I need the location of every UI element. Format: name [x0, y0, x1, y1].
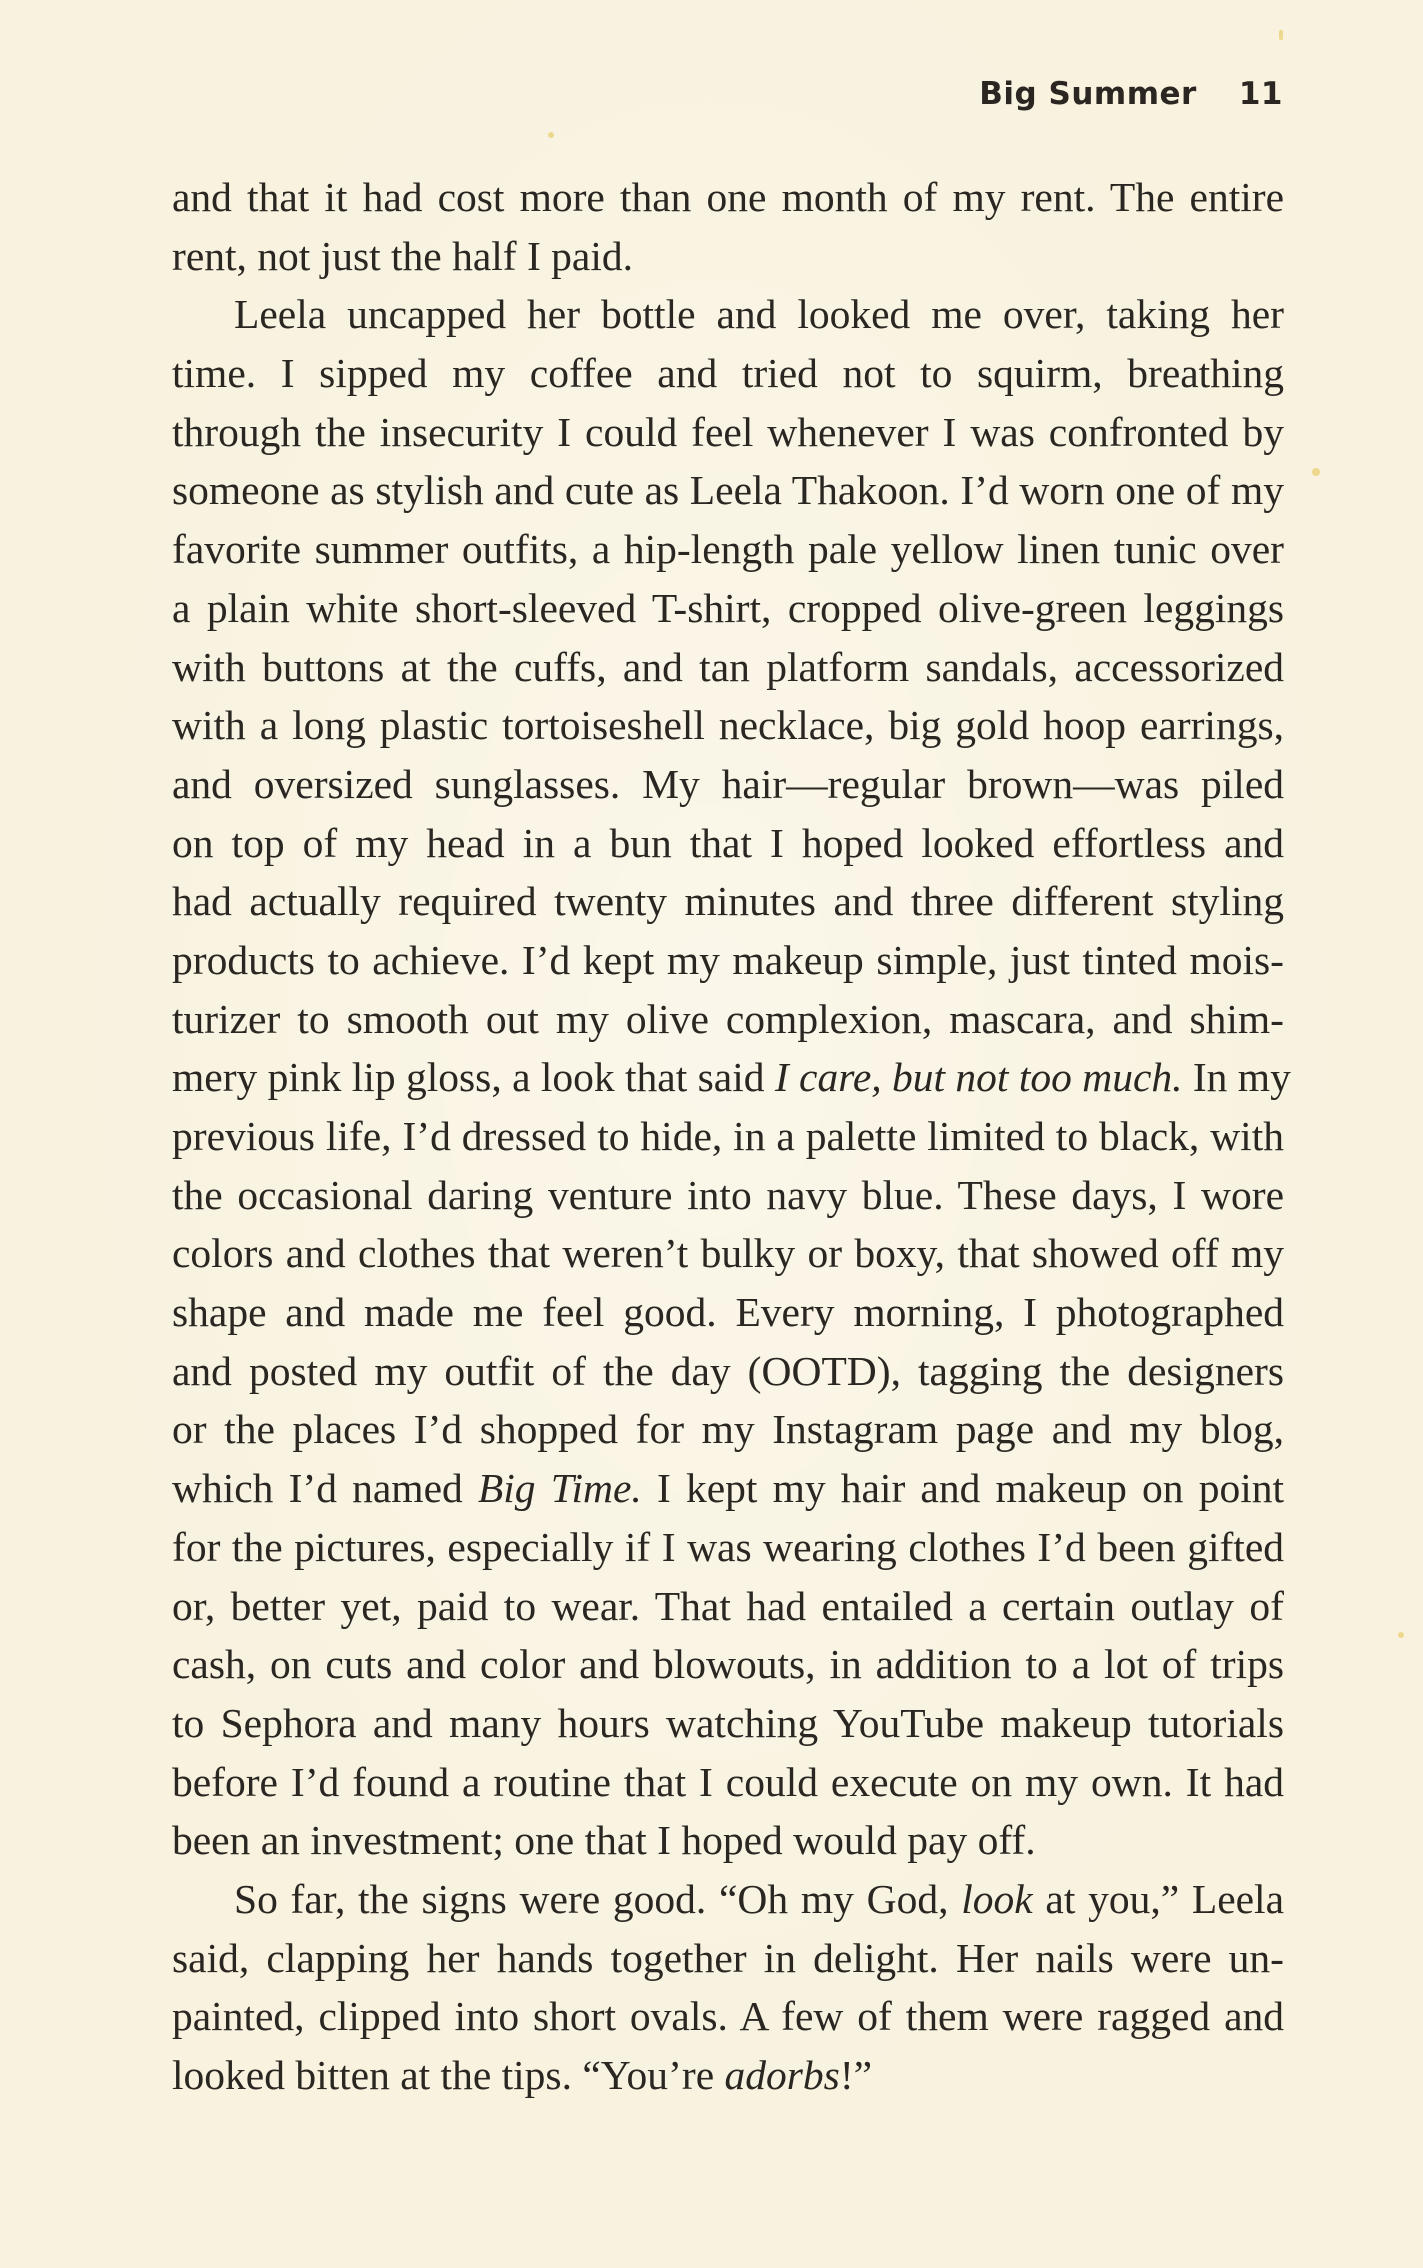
- text-segment: with buttons at the cuffs, and tan platform sandals, accessorized: [172, 643, 1284, 690]
- text-segment: favorite summer outfits, a hip-length pale yellow linen tunic over: [172, 526, 1284, 573]
- text-line: [172, 1400, 1284, 1459]
- text-segment: I kept my hair and makeup on point: [641, 1465, 1285, 1512]
- text-line: [172, 1283, 1284, 1342]
- text-segment: been an investment; one that I hoped would pay off.: [172, 1817, 1036, 1864]
- paper-fleck: [1398, 1632, 1404, 1638]
- text-line: [172, 1811, 1284, 1870]
- italic-segment: adorbs: [724, 2052, 840, 2098]
- text-line: [172, 1518, 1284, 1577]
- text-line: [172, 1166, 1284, 1225]
- text-line: [172, 1459, 1284, 1518]
- running-head: [979, 76, 1283, 112]
- text-line: [172, 872, 1284, 931]
- italic-segment: I care, but not too much.: [774, 1054, 1183, 1101]
- text-segment: before I’d found a routine that I could execute on my own. It had: [172, 1758, 1284, 1805]
- text-line: [172, 1635, 1284, 1694]
- text-segment: !”: [839, 2052, 873, 2098]
- text-line: [172, 1870, 1284, 1929]
- italic-segment: Big Time.: [477, 1465, 642, 1512]
- text-line: [172, 696, 1284, 755]
- text-line: [172, 1929, 1284, 1988]
- text-line: [172, 285, 1284, 344]
- text-segment: at you,” Leela: [1032, 1875, 1284, 1922]
- text-line: [172, 1694, 1284, 1753]
- text-segment: which I’d named: [172, 1465, 478, 1512]
- text-segment: the occasional daring venture into navy blue. These days, I wore: [172, 1171, 1284, 1218]
- text-segment: and oversized sunglasses. My hair—regular brown—was piled: [172, 760, 1284, 807]
- text-segment: time. I sipped my coffee and tried not to squirm, breathing: [172, 350, 1284, 397]
- text-segment: painted, clipped into short ovals. A few of them were ragged and: [172, 1993, 1284, 2040]
- text-line: [172, 579, 1284, 638]
- text-line: [172, 814, 1284, 873]
- text-segment: through the insecurity I could feel whenever I was confronted by: [172, 408, 1284, 455]
- text-segment: previous life, I’d dressed to hide, in a palette limited to black, with: [172, 1113, 1284, 1159]
- text-segment: and posted my outfit of the day (OOTD), tagging the designers: [172, 1347, 1284, 1394]
- text-segment: rent, not just the half I paid.: [172, 232, 633, 279]
- running-head-title: Big Summer: [979, 76, 1197, 112]
- text-line: [172, 227, 1284, 286]
- paper-fleck: [1279, 30, 1283, 40]
- text-segment: turizer to smooth out my olive complexion, mascara, and shim-: [172, 995, 1284, 1042]
- text-line: [172, 1107, 1284, 1166]
- text-line: [172, 1753, 1284, 1812]
- paper-fleck: [548, 132, 554, 138]
- text-segment: So far, the signs were good. “Oh my God,: [234, 1875, 962, 1922]
- text-segment: or the places I’d shopped for my Instagram page and my blog,: [172, 1406, 1284, 1453]
- text-segment: or, better yet, paid to wear. That had entailed a certain outlay of: [172, 1582, 1284, 1629]
- text-segment: In my: [1182, 1054, 1291, 1101]
- text-line: [172, 520, 1284, 579]
- text-segment: with a long plastic tortoiseshell necklace, big gold hoop earrings,: [172, 702, 1284, 749]
- text-segment: cash, on cuts and color and blowouts, in addition to a lot of trips: [172, 1641, 1284, 1688]
- text-segment: for the pictures, especially if I was wearing clothes I’d been gifted: [172, 1523, 1284, 1570]
- text-line: [172, 755, 1284, 814]
- text-segment: Leela uncapped her bottle and looked me over, taking her: [234, 291, 1284, 338]
- text-line: [172, 1224, 1284, 1283]
- text-line: [172, 403, 1284, 462]
- text-segment: products to achieve. I’d kept my makeup simple, just tinted mois-: [172, 936, 1284, 983]
- text-line: [172, 1048, 1291, 1107]
- italic-segment: look: [961, 1875, 1033, 1922]
- text-line: [172, 1342, 1284, 1401]
- text-segment: shape and made me feel good. Every morning, I photographed: [172, 1289, 1284, 1336]
- text-line: [172, 638, 1284, 697]
- text-line: [172, 2046, 1284, 2105]
- text-segment: a plain white short-sleeved T-shirt, cropped olive-green leggings: [172, 584, 1284, 631]
- text-line: [172, 168, 1284, 227]
- text-line: [172, 990, 1284, 1049]
- text-segment: mery pink lip gloss, a look that said: [172, 1054, 775, 1101]
- text-segment: had actually required twenty minutes and three different styling: [172, 878, 1284, 925]
- text-segment: someone as stylish and cute as Leela Thakoon. I’d worn one of my: [172, 467, 1284, 514]
- paper-fleck: [1312, 468, 1320, 476]
- text-line: [172, 1987, 1284, 2046]
- text-segment: looked bitten at the tips. “You’re: [172, 2052, 725, 2098]
- text-line: [172, 931, 1284, 990]
- text-line: [172, 1577, 1284, 1636]
- text-line: [172, 344, 1284, 403]
- text-segment: colors and clothes that weren’t bulky or boxy, that showed off my: [172, 1230, 1284, 1277]
- text-segment: said, clapping her hands together in delight. Her nails were un-: [172, 1934, 1284, 1981]
- page-number: 11: [1238, 76, 1283, 112]
- text-segment: on top of my head in a bun that I hoped looked effortless and: [172, 819, 1284, 866]
- text-line: [172, 461, 1284, 520]
- body-text: [172, 168, 1291, 2105]
- text-segment: to Sephora and many hours watching YouTube makeup tutorials: [172, 1699, 1284, 1746]
- text-segment: and that it had cost more than one month of my rent. The entire: [172, 174, 1284, 220]
